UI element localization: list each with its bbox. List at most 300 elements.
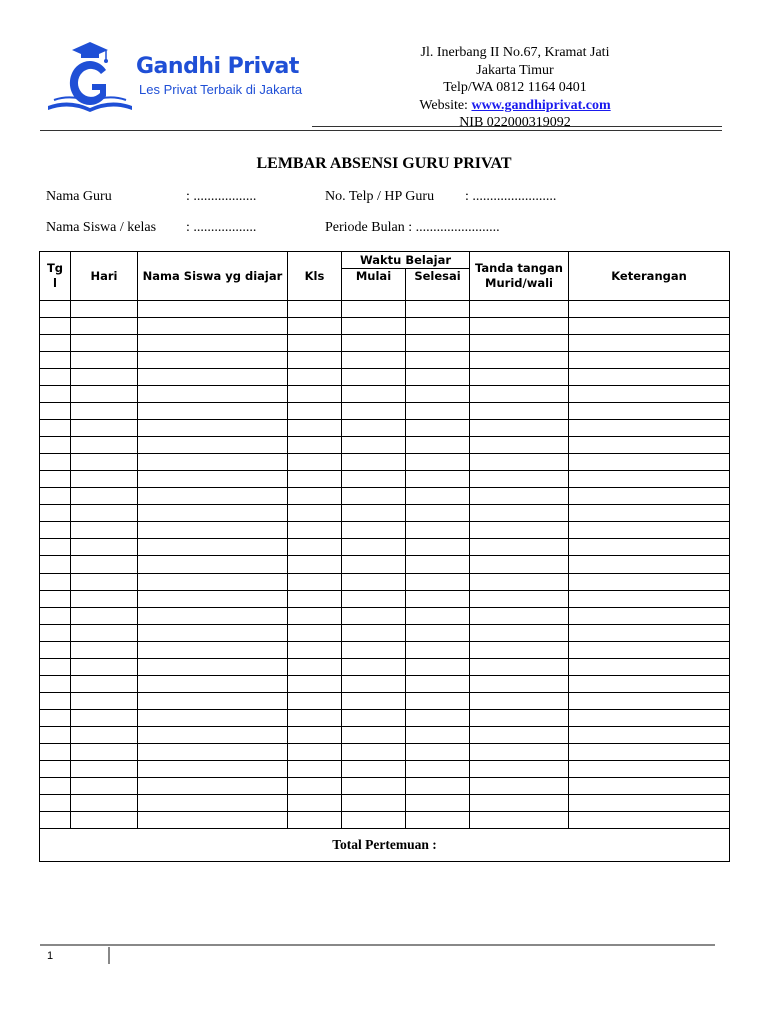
- table-row: [40, 658, 730, 675]
- table-cell[interactable]: [406, 641, 470, 658]
- table-cell[interactable]: [40, 539, 71, 556]
- table-row: [40, 539, 730, 556]
- page-number: 1: [47, 950, 54, 962]
- table-cell[interactable]: [138, 556, 288, 573]
- table-cell[interactable]: [569, 607, 730, 624]
- table-cell[interactable]: [138, 743, 288, 760]
- table-cell[interactable]: [288, 403, 342, 420]
- table-cell[interactable]: [569, 726, 730, 743]
- table-cell[interactable]: [288, 454, 342, 471]
- table-cell[interactable]: [406, 675, 470, 692]
- table-cell[interactable]: [71, 505, 138, 522]
- table-cell[interactable]: [288, 522, 342, 539]
- table-cell[interactable]: [569, 658, 730, 675]
- table-cell[interactable]: [569, 794, 730, 811]
- table-cell[interactable]: [138, 403, 288, 420]
- table-cell[interactable]: [470, 811, 569, 828]
- table-cell[interactable]: [288, 488, 342, 505]
- table-cell[interactable]: [288, 505, 342, 522]
- table-cell[interactable]: [470, 607, 569, 624]
- table-cell[interactable]: [569, 403, 730, 420]
- table-cell[interactable]: [569, 641, 730, 658]
- table-cell[interactable]: [342, 369, 406, 386]
- table-cell[interactable]: [342, 573, 406, 590]
- table-cell[interactable]: [138, 335, 288, 352]
- table-cell[interactable]: [342, 590, 406, 607]
- table-cell[interactable]: [40, 624, 71, 641]
- table-row: [40, 318, 730, 335]
- table-row: [40, 811, 730, 828]
- table-cell[interactable]: [342, 624, 406, 641]
- table-cell[interactable]: [40, 420, 71, 437]
- table-cell[interactable]: [342, 505, 406, 522]
- table-cell[interactable]: [138, 386, 288, 403]
- table-cell[interactable]: [40, 726, 71, 743]
- table-row: [40, 692, 730, 709]
- table-cell[interactable]: [71, 420, 138, 437]
- table-cell[interactable]: [40, 794, 71, 811]
- table-cell[interactable]: [40, 709, 71, 726]
- table-cell[interactable]: [288, 386, 342, 403]
- table-cell[interactable]: [342, 760, 406, 777]
- table-cell[interactable]: [138, 539, 288, 556]
- table-cell[interactable]: [569, 692, 730, 709]
- table-cell[interactable]: [40, 692, 71, 709]
- table-cell[interactable]: [406, 539, 470, 556]
- table-cell[interactable]: [569, 556, 730, 573]
- table-cell[interactable]: [569, 420, 730, 437]
- table-cell[interactable]: [138, 505, 288, 522]
- table-cell[interactable]: [40, 352, 71, 369]
- table-cell[interactable]: [138, 590, 288, 607]
- table-cell[interactable]: [138, 675, 288, 692]
- table-cell[interactable]: [470, 403, 569, 420]
- table-cell[interactable]: [342, 641, 406, 658]
- table-cell[interactable]: [138, 352, 288, 369]
- table-cell[interactable]: [342, 403, 406, 420]
- table-row: [40, 488, 730, 505]
- table-cell[interactable]: [406, 743, 470, 760]
- table-cell[interactable]: [71, 488, 138, 505]
- table-cell[interactable]: [569, 539, 730, 556]
- table-cell[interactable]: [40, 522, 71, 539]
- table-cell[interactable]: [71, 471, 138, 488]
- table-cell[interactable]: [569, 301, 730, 318]
- table-cell[interactable]: [569, 590, 730, 607]
- table-row: [40, 777, 730, 794]
- table-cell[interactable]: [288, 573, 342, 590]
- table-cell[interactable]: [40, 471, 71, 488]
- table-cell[interactable]: [71, 743, 138, 760]
- table-cell[interactable]: [470, 488, 569, 505]
- table-cell[interactable]: [470, 352, 569, 369]
- table-cell[interactable]: [342, 335, 406, 352]
- table-cell[interactable]: [40, 318, 71, 335]
- table-cell[interactable]: [569, 471, 730, 488]
- table-cell[interactable]: [342, 454, 406, 471]
- table-cell[interactable]: [569, 488, 730, 505]
- table-cell[interactable]: [406, 590, 470, 607]
- table-cell[interactable]: [40, 573, 71, 590]
- table-cell[interactable]: [288, 301, 342, 318]
- table-cell[interactable]: [406, 794, 470, 811]
- table-row: [40, 437, 730, 454]
- table-cell[interactable]: [40, 641, 71, 658]
- table-cell[interactable]: [470, 369, 569, 386]
- table-cell[interactable]: [138, 641, 288, 658]
- table-cell[interactable]: [40, 369, 71, 386]
- table-cell[interactable]: [470, 301, 569, 318]
- table-cell[interactable]: [470, 658, 569, 675]
- table-cell[interactable]: [288, 709, 342, 726]
- address-line: Jl. Inerbang II No.67, Kramat Jati: [420, 45, 610, 60]
- table-cell[interactable]: [288, 760, 342, 777]
- table-row: [40, 471, 730, 488]
- periode-label-text: Periode Bulan: [325, 220, 405, 235]
- table-cell[interactable]: [406, 488, 470, 505]
- table-cell[interactable]: [71, 726, 138, 743]
- table-cell[interactable]: [71, 760, 138, 777]
- table-cell[interactable]: [470, 437, 569, 454]
- table-cell[interactable]: [406, 505, 470, 522]
- table-cell[interactable]: [40, 760, 71, 777]
- table-cell[interactable]: [40, 301, 71, 318]
- table-cell[interactable]: [470, 692, 569, 709]
- table-cell[interactable]: [406, 301, 470, 318]
- table-cell[interactable]: [569, 505, 730, 522]
- table-cell[interactable]: [569, 369, 730, 386]
- col-nama-siswa-header: Nama Siswa yg diajar: [138, 252, 288, 301]
- table-cell[interactable]: [406, 573, 470, 590]
- table-cell[interactable]: [406, 556, 470, 573]
- table-cell[interactable]: [288, 641, 342, 658]
- table-cell[interactable]: [71, 709, 138, 726]
- table-cell[interactable]: [288, 590, 342, 607]
- table-cell[interactable]: [569, 777, 730, 794]
- table-cell[interactable]: [71, 624, 138, 641]
- table-row: [40, 607, 730, 624]
- table-row: [40, 522, 730, 539]
- table-cell[interactable]: [406, 420, 470, 437]
- table-cell[interactable]: [40, 607, 71, 624]
- telp-label: No. Telp / HP Guru: [325, 189, 435, 204]
- table-cell[interactable]: [288, 607, 342, 624]
- table-cell[interactable]: [288, 352, 342, 369]
- nama-siswa-field: : ..................: [186, 220, 257, 235]
- col-mulai-header: Mulai: [342, 269, 406, 301]
- table-cell[interactable]: [288, 794, 342, 811]
- table-cell[interactable]: [138, 488, 288, 505]
- table-cell[interactable]: [569, 743, 730, 760]
- table-cell[interactable]: [71, 335, 138, 352]
- table-cell[interactable]: [470, 590, 569, 607]
- table-cell[interactable]: [406, 624, 470, 641]
- table-cell[interactable]: [406, 352, 470, 369]
- table-cell[interactable]: [71, 658, 138, 675]
- table-row: [40, 590, 730, 607]
- table-cell[interactable]: [288, 420, 342, 437]
- table-cell[interactable]: [470, 522, 569, 539]
- table-cell[interactable]: [569, 675, 730, 692]
- table-cell[interactable]: [470, 573, 569, 590]
- table-row: [40, 505, 730, 522]
- table-row: [40, 641, 730, 658]
- table-cell[interactable]: [342, 811, 406, 828]
- table-cell[interactable]: [342, 743, 406, 760]
- table-cell[interactable]: [342, 607, 406, 624]
- table-cell[interactable]: [138, 777, 288, 794]
- table-cell[interactable]: [470, 726, 569, 743]
- table-cell[interactable]: [342, 556, 406, 573]
- table-row: [40, 624, 730, 641]
- table-cell[interactable]: [569, 624, 730, 641]
- table-cell[interactable]: [40, 590, 71, 607]
- table-cell[interactable]: [138, 573, 288, 590]
- table-cell[interactable]: [288, 777, 342, 794]
- table-cell[interactable]: [71, 301, 138, 318]
- table-cell[interactable]: [406, 726, 470, 743]
- table-cell[interactable]: [569, 352, 730, 369]
- table-cell[interactable]: [71, 777, 138, 794]
- table-cell[interactable]: [406, 454, 470, 471]
- table-cell[interactable]: [71, 794, 138, 811]
- table-cell[interactable]: [406, 437, 470, 454]
- table-row: [40, 743, 730, 760]
- table-cell[interactable]: [342, 692, 406, 709]
- table-cell[interactable]: [406, 692, 470, 709]
- total-pertemuan: Total Pertemuan :: [40, 829, 730, 862]
- table-row: [40, 403, 730, 420]
- table-cell[interactable]: [288, 726, 342, 743]
- table-cell[interactable]: [138, 794, 288, 811]
- table-cell[interactable]: [288, 556, 342, 573]
- table-row: [40, 726, 730, 743]
- table-cell[interactable]: [342, 488, 406, 505]
- table-cell[interactable]: [138, 607, 288, 624]
- table-cell[interactable]: [71, 454, 138, 471]
- table-cell[interactable]: [138, 658, 288, 675]
- table-row: [40, 386, 730, 403]
- table-cell[interactable]: [470, 420, 569, 437]
- table-cell[interactable]: [342, 471, 406, 488]
- table-cell[interactable]: [406, 369, 470, 386]
- nama-guru-field: : ..................: [186, 189, 257, 204]
- table-cell[interactable]: [470, 641, 569, 658]
- table-cell[interactable]: [342, 709, 406, 726]
- table-cell[interactable]: [569, 386, 730, 403]
- table-cell[interactable]: [470, 794, 569, 811]
- attendance-table: [39, 251, 730, 862]
- table-cell[interactable]: [40, 488, 71, 505]
- table-cell[interactable]: [470, 471, 569, 488]
- table-cell[interactable]: [288, 335, 342, 352]
- table-cell[interactable]: [71, 590, 138, 607]
- table-cell[interactable]: [406, 318, 470, 335]
- table-cell[interactable]: [288, 471, 342, 488]
- table-row: [40, 675, 730, 692]
- table-cell[interactable]: [40, 743, 71, 760]
- table-cell[interactable]: [71, 403, 138, 420]
- table-cell[interactable]: [40, 335, 71, 352]
- table-cell[interactable]: [138, 437, 288, 454]
- table-cell[interactable]: [40, 658, 71, 675]
- table-cell[interactable]: [406, 335, 470, 352]
- table-cell[interactable]: [342, 658, 406, 675]
- table-cell[interactable]: [342, 386, 406, 403]
- table-cell[interactable]: [138, 318, 288, 335]
- table-cell[interactable]: [406, 760, 470, 777]
- table-cell[interactable]: [569, 318, 730, 335]
- table-cell[interactable]: [569, 335, 730, 352]
- table-cell[interactable]: [40, 386, 71, 403]
- brand-logo: [44, 40, 309, 114]
- table-cell[interactable]: [470, 539, 569, 556]
- table-cell[interactable]: [569, 522, 730, 539]
- table-cell[interactable]: [569, 760, 730, 777]
- table-cell[interactable]: [470, 556, 569, 573]
- col-hari-header: Hari: [71, 252, 138, 301]
- table-cell[interactable]: [406, 811, 470, 828]
- table-cell[interactable]: [71, 811, 138, 828]
- table-cell[interactable]: [138, 709, 288, 726]
- col-kls-header: Kls: [288, 252, 342, 301]
- periode-field: : ........................: [408, 220, 500, 235]
- table-cell[interactable]: [406, 403, 470, 420]
- table-cell[interactable]: [470, 675, 569, 692]
- table-row: [40, 794, 730, 811]
- table-cell[interactable]: [138, 692, 288, 709]
- brand-tagline: Les Privat Terbaik di Jakarta: [139, 82, 303, 97]
- table-cell[interactable]: [71, 352, 138, 369]
- table-row: [40, 573, 730, 590]
- table-cell[interactable]: [406, 607, 470, 624]
- table-cell[interactable]: [470, 743, 569, 760]
- table-cell[interactable]: [40, 454, 71, 471]
- table-cell[interactable]: [138, 811, 288, 828]
- table-cell[interactable]: [138, 301, 288, 318]
- table-cell[interactable]: [470, 777, 569, 794]
- header-divider-short: [312, 126, 722, 127]
- website-link[interactable]: www.gandhiprivat.com: [471, 97, 611, 113]
- table-cell[interactable]: [71, 692, 138, 709]
- table-cell[interactable]: [138, 624, 288, 641]
- table-cell[interactable]: [470, 335, 569, 352]
- table-cell[interactable]: [406, 709, 470, 726]
- table-cell[interactable]: [138, 522, 288, 539]
- table-cell[interactable]: [40, 403, 71, 420]
- table-cell[interactable]: [406, 777, 470, 794]
- table-cell[interactable]: [40, 811, 71, 828]
- table-cell[interactable]: [342, 301, 406, 318]
- table-cell[interactable]: [569, 811, 730, 828]
- table-cell[interactable]: [342, 539, 406, 556]
- table-cell[interactable]: [288, 369, 342, 386]
- table-cell[interactable]: [288, 624, 342, 641]
- table-cell[interactable]: [470, 709, 569, 726]
- table-cell[interactable]: [288, 437, 342, 454]
- table-cell[interactable]: [406, 386, 470, 403]
- table-cell[interactable]: [138, 369, 288, 386]
- table-cell[interactable]: [470, 454, 569, 471]
- table-cell[interactable]: [71, 641, 138, 658]
- table-cell[interactable]: [406, 471, 470, 488]
- table-cell[interactable]: [138, 471, 288, 488]
- table-cell[interactable]: [569, 454, 730, 471]
- table-cell[interactable]: [71, 556, 138, 573]
- table-cell[interactable]: [71, 573, 138, 590]
- table-cell[interactable]: [342, 352, 406, 369]
- footer-divider: [40, 944, 715, 946]
- table-cell[interactable]: [569, 709, 730, 726]
- nib-text: NIB 022000319092: [459, 115, 571, 130]
- table-cell[interactable]: [569, 573, 730, 590]
- table-cell[interactable]: [138, 760, 288, 777]
- table-cell[interactable]: [40, 437, 71, 454]
- footer-separator: [108, 947, 110, 964]
- table-cell[interactable]: [71, 522, 138, 539]
- table-cell[interactable]: [342, 522, 406, 539]
- table-cell[interactable]: [71, 675, 138, 692]
- table-cell[interactable]: [288, 539, 342, 556]
- table-cell[interactable]: [138, 454, 288, 471]
- table-row: [40, 760, 730, 777]
- table-cell[interactable]: [288, 811, 342, 828]
- table-cell[interactable]: [342, 318, 406, 335]
- table-cell[interactable]: [288, 658, 342, 675]
- table-row: [40, 335, 730, 352]
- table-cell[interactable]: [406, 658, 470, 675]
- table-cell[interactable]: [71, 369, 138, 386]
- table-cell[interactable]: [71, 607, 138, 624]
- table-cell[interactable]: [342, 437, 406, 454]
- table-cell[interactable]: [138, 726, 288, 743]
- periode-label: [325, 220, 500, 236]
- table-cell[interactable]: [71, 539, 138, 556]
- table-cell[interactable]: [71, 437, 138, 454]
- table-cell[interactable]: [342, 420, 406, 437]
- table-cell[interactable]: [40, 505, 71, 522]
- table-cell[interactable]: [470, 318, 569, 335]
- table-cell[interactable]: [288, 675, 342, 692]
- table-cell[interactable]: [40, 777, 71, 794]
- table-row: [40, 454, 730, 471]
- table-cell[interactable]: [138, 420, 288, 437]
- table-cell[interactable]: [342, 777, 406, 794]
- table-cell[interactable]: [470, 624, 569, 641]
- table-cell[interactable]: [288, 743, 342, 760]
- table-cell[interactable]: [470, 760, 569, 777]
- table-cell[interactable]: [288, 318, 342, 335]
- address-block: [390, 44, 640, 132]
- table-cell[interactable]: [40, 556, 71, 573]
- table-row: [40, 369, 730, 386]
- table-cell[interactable]: [569, 437, 730, 454]
- table-cell[interactable]: [470, 386, 569, 403]
- table-cell[interactable]: [470, 505, 569, 522]
- col-tgl-header: Tg l: [40, 252, 71, 301]
- table-cell[interactable]: [406, 522, 470, 539]
- graduation-cap-book-logo-icon: [44, 40, 136, 114]
- col-keterangan-header: Keterangan: [569, 252, 730, 301]
- nama-guru-label: Nama Guru: [46, 189, 112, 204]
- table-cell[interactable]: [71, 386, 138, 403]
- table-cell[interactable]: [342, 794, 406, 811]
- table-cell[interactable]: [288, 692, 342, 709]
- table-cell[interactable]: [342, 726, 406, 743]
- table-cell[interactable]: [71, 318, 138, 335]
- table-cell[interactable]: [342, 675, 406, 692]
- table-cell[interactable]: [40, 675, 71, 692]
